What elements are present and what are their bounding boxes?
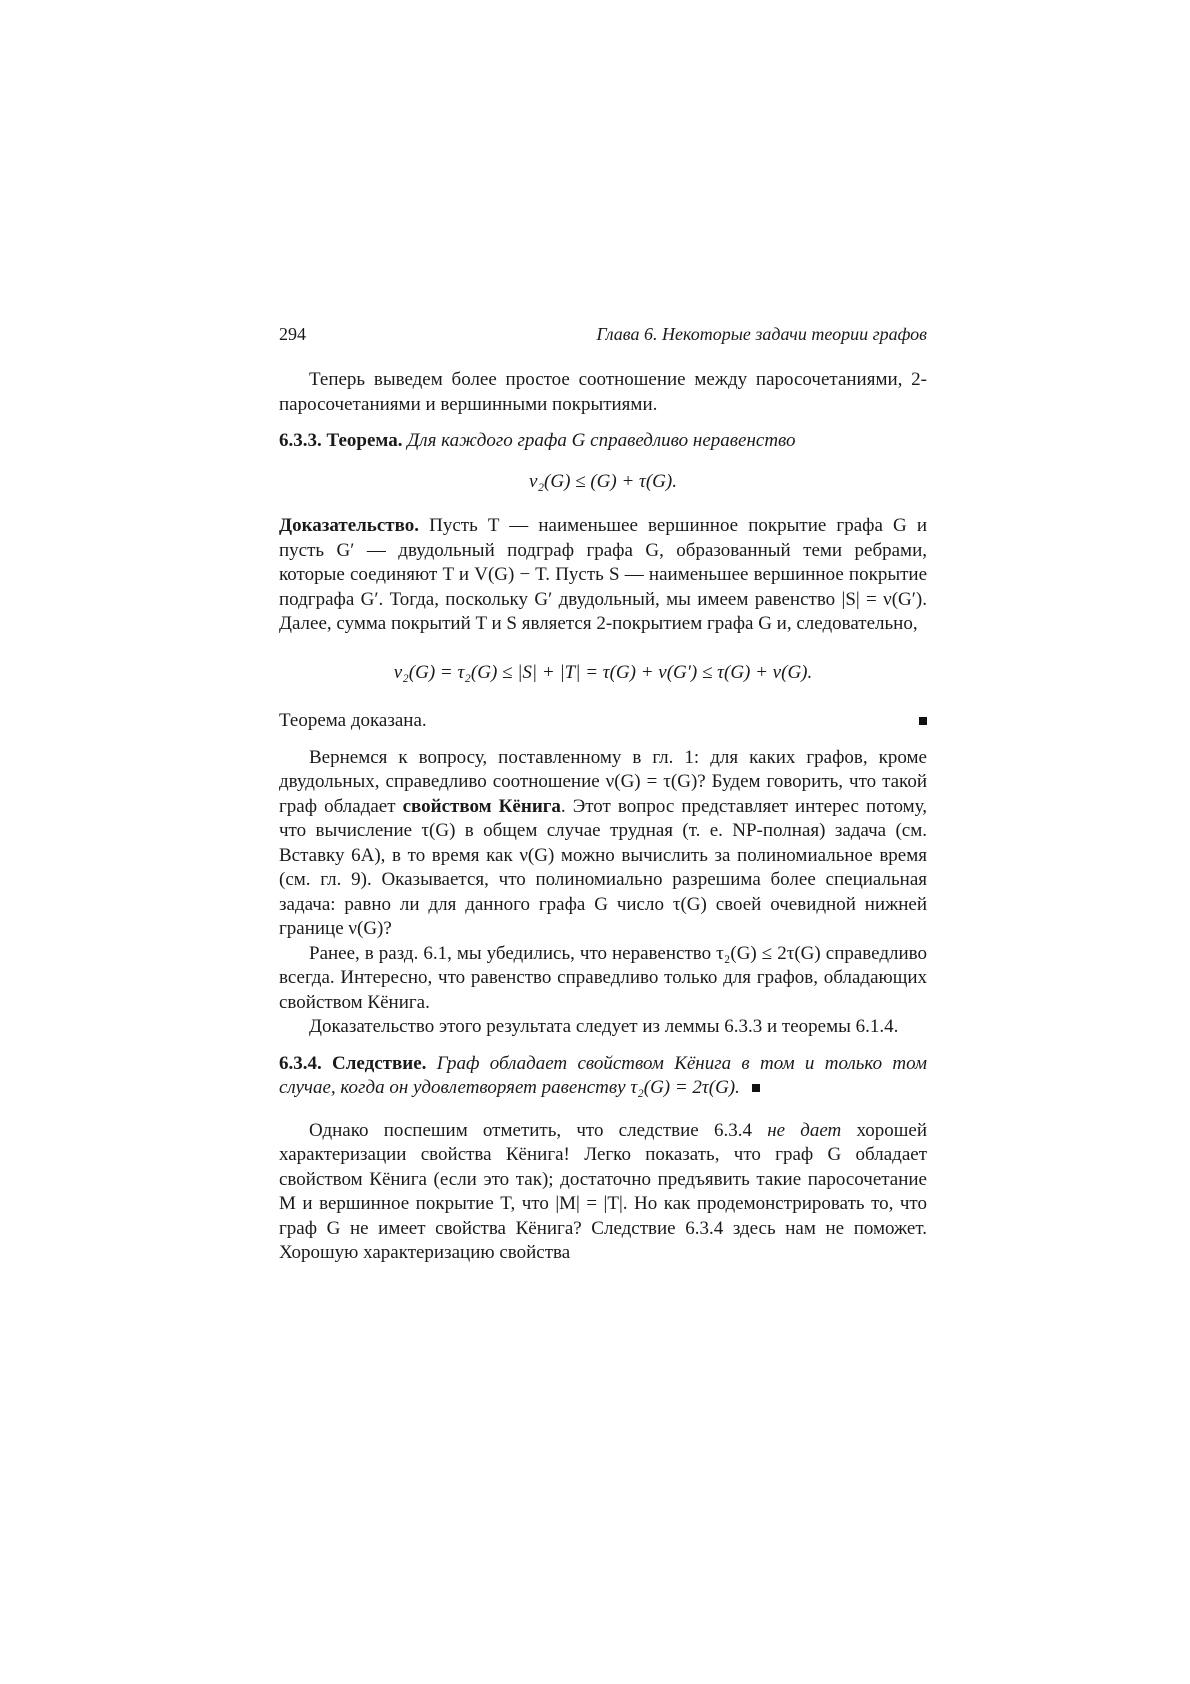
konig-text-before: Вернемся к вопросу, поставленному в гл. 1: для каких графов, кроме двудольных, справедливо соотношение ν(G) = τ(G)? Будем говорить, что такой граф обладает bbox=[279, 746, 927, 817]
proof-conclusion-line bbox=[279, 709, 927, 734]
book-page bbox=[279, 322, 927, 1266]
proof-conclusion: Теорема доказана. bbox=[279, 710, 427, 731]
page-number: 294 bbox=[279, 324, 306, 344]
theorem-statement: Для каждого графа G справедливо неравенство bbox=[407, 430, 796, 451]
theorem-formula: ν₂(G) ≤ (G) + τ(G). bbox=[529, 470, 677, 492]
corollary-statement: Граф обладает свойством Кёнига в том и только том случае, когда он удовлетворяет равенству τ₂(G) = 2τ(G). bbox=[279, 1052, 927, 1098]
konig-text-after: . Этот вопрос представляет интерес потому, что вычисление τ(G) в общем случае трудная (т. е. NP-полная) задача (см. Вставку 6А), в то время как ν(G) можно вычислить за полиномиальное время (см. гл. 9). Оказывается, что полиномиально разрешима более специальная задача: равно ли для данного графа G число τ(G) своей очевидной нижней границе ν(G)? bbox=[279, 795, 927, 939]
running-head bbox=[279, 322, 927, 348]
qed-square-icon bbox=[752, 1084, 760, 1092]
theorem-label: 6.3.3. Теорема. bbox=[279, 430, 403, 451]
proof-formula: ν₂(G) = τ₂(G) ≤ |S| + |T| = τ(G) + ν(G′) ≤ τ(G) + ν(G). bbox=[393, 661, 813, 683]
proof-label: Доказательство. bbox=[279, 515, 419, 536]
final-text-after: хорошей характеризации свойства Кёнига! Легко показать, что граф G обладает свойством Кёнига (если это так); достаточно предъявить такие паросочетание M и вершинное покрытие T, что |M| = |T|. Но как продемонстрировать то, что граф G не имеет свойства Кёнига? Следствие 6.3.4 здесь нам не поможет. Хорошую характеризацию свойства bbox=[279, 1119, 928, 1263]
konig-paragraph bbox=[279, 746, 927, 942]
corollary-paragraph bbox=[279, 1052, 927, 1101]
final-paragraph bbox=[279, 1119, 927, 1266]
qed-square-icon bbox=[919, 717, 927, 725]
theorem-paragraph bbox=[279, 429, 927, 454]
proof-paragraph bbox=[279, 514, 927, 637]
konig-term: свойством Кёнига bbox=[402, 795, 561, 817]
proof-reference-paragraph: Доказательство этого результата следует из леммы 6.3.3 и теоремы 6.1.4. bbox=[309, 1016, 899, 1037]
intro-paragraph: Теперь выведем более простое соотношение между паросочетаниями, 2-паросочетаниями и вершинными покрытиями. bbox=[279, 369, 927, 415]
earlier-paragraph: Ранее, в разд. 6.1, мы убедились, что неравенство τ₂(G) ≤ 2τ(G) справедливо всегда. Интересно, что равенство справедливо только для графов, обладающих свойством Кёнига. bbox=[279, 942, 927, 1013]
proof-text: Пусть T — наименьшее вершинное покрытие графа G и пусть G′ — двудольный подграф графа G, образованный теми ребрами, которые соединяют T и V(G) − T. Пусть S — наименьшее вершинное покрытие подграфа G′. Тогда, поскольку G′ двудольный, мы имеем равенство |S| = ν(G′). Далее, сумма покрытий T и S является 2-покрытием графа G и, следовательно, bbox=[279, 515, 928, 634]
running-title: Глава 6. Некоторые задачи теории графов bbox=[596, 324, 927, 344]
final-text-before: Однако поспешим отметить, что следствие 6.3.4 bbox=[309, 1119, 752, 1141]
corollary-label: 6.3.4. Следствие. bbox=[279, 1052, 427, 1074]
final-emphasis: не дает bbox=[767, 1119, 842, 1141]
